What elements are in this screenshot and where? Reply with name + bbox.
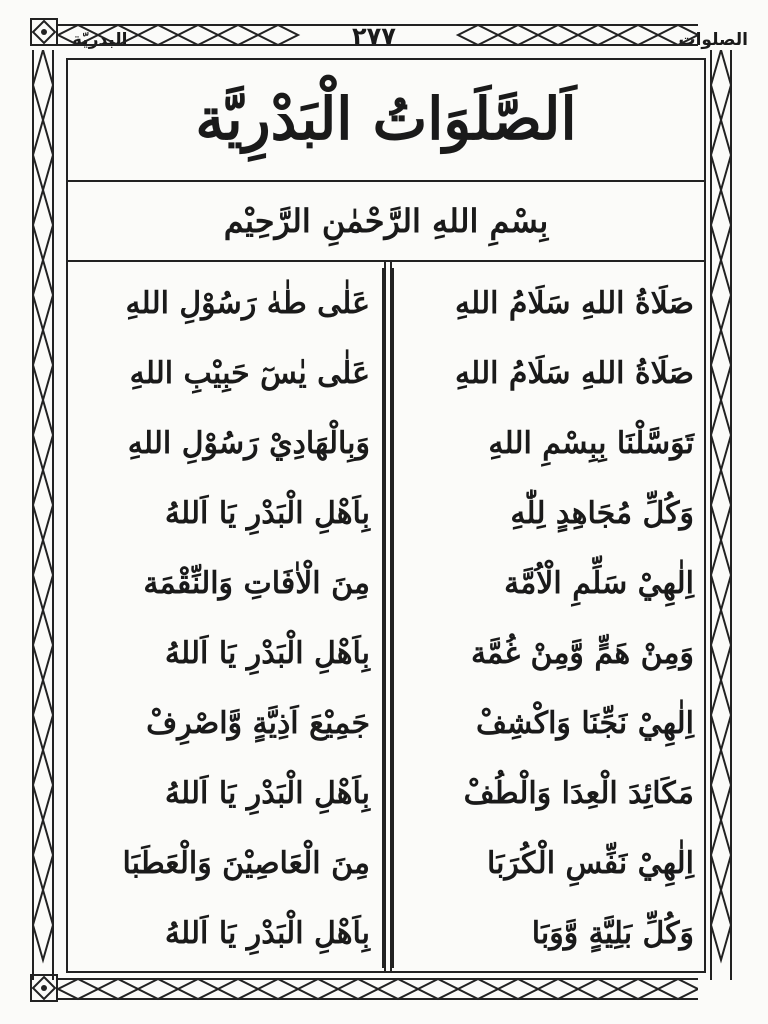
verse-line: عَلٰى طٰهٰ رَسُوْلِ اللهِ — [125, 285, 370, 321]
right-ornament-band — [708, 50, 734, 980]
header-left-text: البدريّة — [72, 30, 128, 50]
verse-line: اِلٰهِيْ نَفِّسِ الْكُرَبَا — [486, 845, 694, 881]
left-column — [66, 268, 384, 968]
verse-line: اِلٰهِيْ سَلِّمِ الْاُمَّة — [504, 565, 694, 601]
verse-line: صَلَاةُ اللهِ سَلَامُ اللهِ — [454, 285, 694, 321]
verse-line: مِنَ الْعَاصِيْنَ وَالْعَطَبَا — [122, 845, 370, 881]
left-ornament-band — [30, 50, 56, 980]
header-right-text: الصلوات — [678, 30, 748, 50]
basmala-box — [66, 182, 706, 262]
bottom-ornament-band — [58, 976, 698, 1002]
verse-line: عَلٰى يٰسٓ حَبِيْبِ اللهِ — [129, 355, 370, 391]
verse-line: بِاَهْلِ الْبَدْرِ يَا اَللهُ — [164, 915, 370, 951]
basmala: بِسْمِ اللهِ الرَّحْمٰنِ الرَّحِيْم — [223, 202, 549, 240]
verse-line: مِنَ الْاٰفَاتِ وَالنِّقْمَة — [143, 565, 370, 601]
top-ornament-band — [58, 22, 698, 48]
page-title: اَلصَّلَوَاتُ الْبَدْرِيَّة — [195, 85, 577, 153]
verse-line: بِاَهْلِ الْبَدْرِ يَا اَللهُ — [164, 495, 370, 531]
verse-line: تَوَسَّلْنَا بِبِسْمِ اللهِ — [488, 425, 694, 461]
verse-line: صَلَاةُ اللهِ سَلَامُ اللهِ — [454, 355, 694, 391]
column-divider — [384, 262, 392, 973]
corner-ornament-icon — [30, 18, 58, 46]
verse-line: جَمِيْعَ اَذِيَّةٍ وَّاصْرِفْ — [146, 705, 370, 741]
verse-line: وَكُلِّ بَلِيَّةٍ وَّوَبَا — [531, 915, 694, 951]
right-column — [392, 268, 704, 968]
verse-line: اِلٰهِيْ نَجِّنَا وَاكْشِفْ — [475, 705, 694, 741]
verse-line: بِاَهْلِ الْبَدْرِ يَا اَللهُ — [164, 635, 370, 671]
page-number: ٢٧٧ — [352, 22, 396, 50]
verse-line: وَكُلِّ مُجَاهِدٍ لِلّٰهِ — [510, 495, 694, 531]
title-box — [66, 58, 706, 182]
verse-line: بِاَهْلِ الْبَدْرِ يَا اَللهُ — [164, 775, 370, 811]
verse-line: وَبِالْهَادِيْ رَسُوْلِ اللهِ — [127, 425, 370, 461]
corner-ornament-icon — [30, 974, 58, 1002]
verse-line: وَمِنْ هَمٍّ وَّمِنْ غُمَّة — [470, 635, 694, 671]
verse-line: مَكَائِدَ الْعِدَا وَالْطُفْ — [463, 775, 694, 811]
